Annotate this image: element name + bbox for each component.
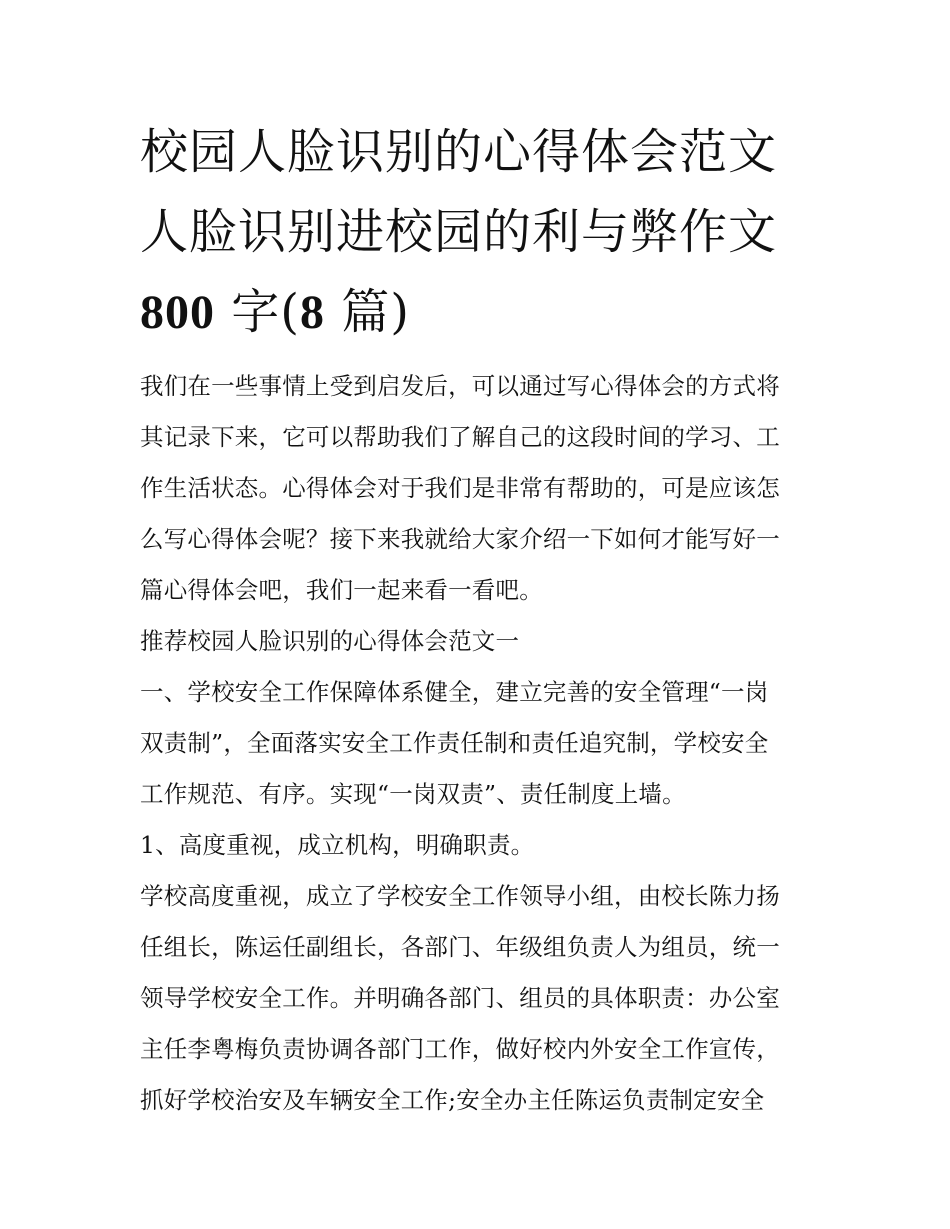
text-line: 篇心得体会吧，我们一起来看一看吧。 bbox=[140, 576, 543, 604]
text-line: 抓好学校治安及车辆安全工作;安全办主任陈运负责制定安全 bbox=[140, 1086, 765, 1114]
text-line: 其记录下来，它可以帮助我们了解自己的这段时间的学习、工 bbox=[140, 423, 780, 451]
section-paragraph-1 bbox=[140, 667, 820, 820]
text-line: 任组长，陈运任副组长，各部门、年级组负责人为组员，统一 bbox=[140, 933, 780, 961]
text-line: 工作规范、有序。实现“一岗双责”、责任制度上墙。 bbox=[140, 780, 686, 808]
title-piece-count: 8 bbox=[300, 286, 325, 339]
title-word-count: 800 bbox=[140, 286, 215, 339]
title-word-unit: 字( bbox=[215, 284, 300, 340]
text-line: 领导学校安全工作。并明确各部门、组员的具体职责：办公室 bbox=[140, 984, 780, 1012]
text-line: 推荐校园人脸识别的心得体会范文一 bbox=[140, 627, 520, 655]
subsection-heading bbox=[140, 820, 820, 871]
title-line-1: 校园人脸识别的心得体会范文 bbox=[140, 124, 778, 180]
section-paragraph-2 bbox=[140, 871, 820, 1126]
text-line: 么写心得体会呢？接下来我就给大家介绍一下如何才能写好一 bbox=[140, 525, 780, 553]
text-line: 我们在一些事情上受到启发后，可以通过写心得体会的方式将 bbox=[140, 372, 780, 400]
document-page bbox=[140, 112, 820, 1126]
section-heading bbox=[140, 616, 820, 667]
title-line-2: 人脸识别进校园的利与弊作文 bbox=[140, 204, 778, 260]
title-piece-unit: 篇) bbox=[325, 284, 410, 340]
document-body bbox=[140, 361, 820, 1126]
intro-paragraph bbox=[140, 361, 820, 616]
text-line: 1、高度重视，成立机构，明确职责。 bbox=[140, 831, 535, 859]
title-line-3 bbox=[140, 272, 820, 353]
text-line: 主任李粤梅负责协调各部门工作，做好校内外安全工作宣传， bbox=[140, 1035, 780, 1063]
text-line: 作生活状态。心得体会对于我们是非常有帮助的，可是应该怎 bbox=[140, 474, 780, 502]
text-line: 学校高度重视，成立了学校安全工作领导小组，由校长陈力扬 bbox=[140, 882, 780, 910]
text-line: 一、学校安全工作保障体系健全，建立完善的安全管理“一岗 bbox=[140, 678, 769, 706]
text-line: 双责制”，全面落实安全工作责任制和责任追究制，学校安全 bbox=[140, 729, 769, 757]
document-title bbox=[140, 112, 820, 353]
